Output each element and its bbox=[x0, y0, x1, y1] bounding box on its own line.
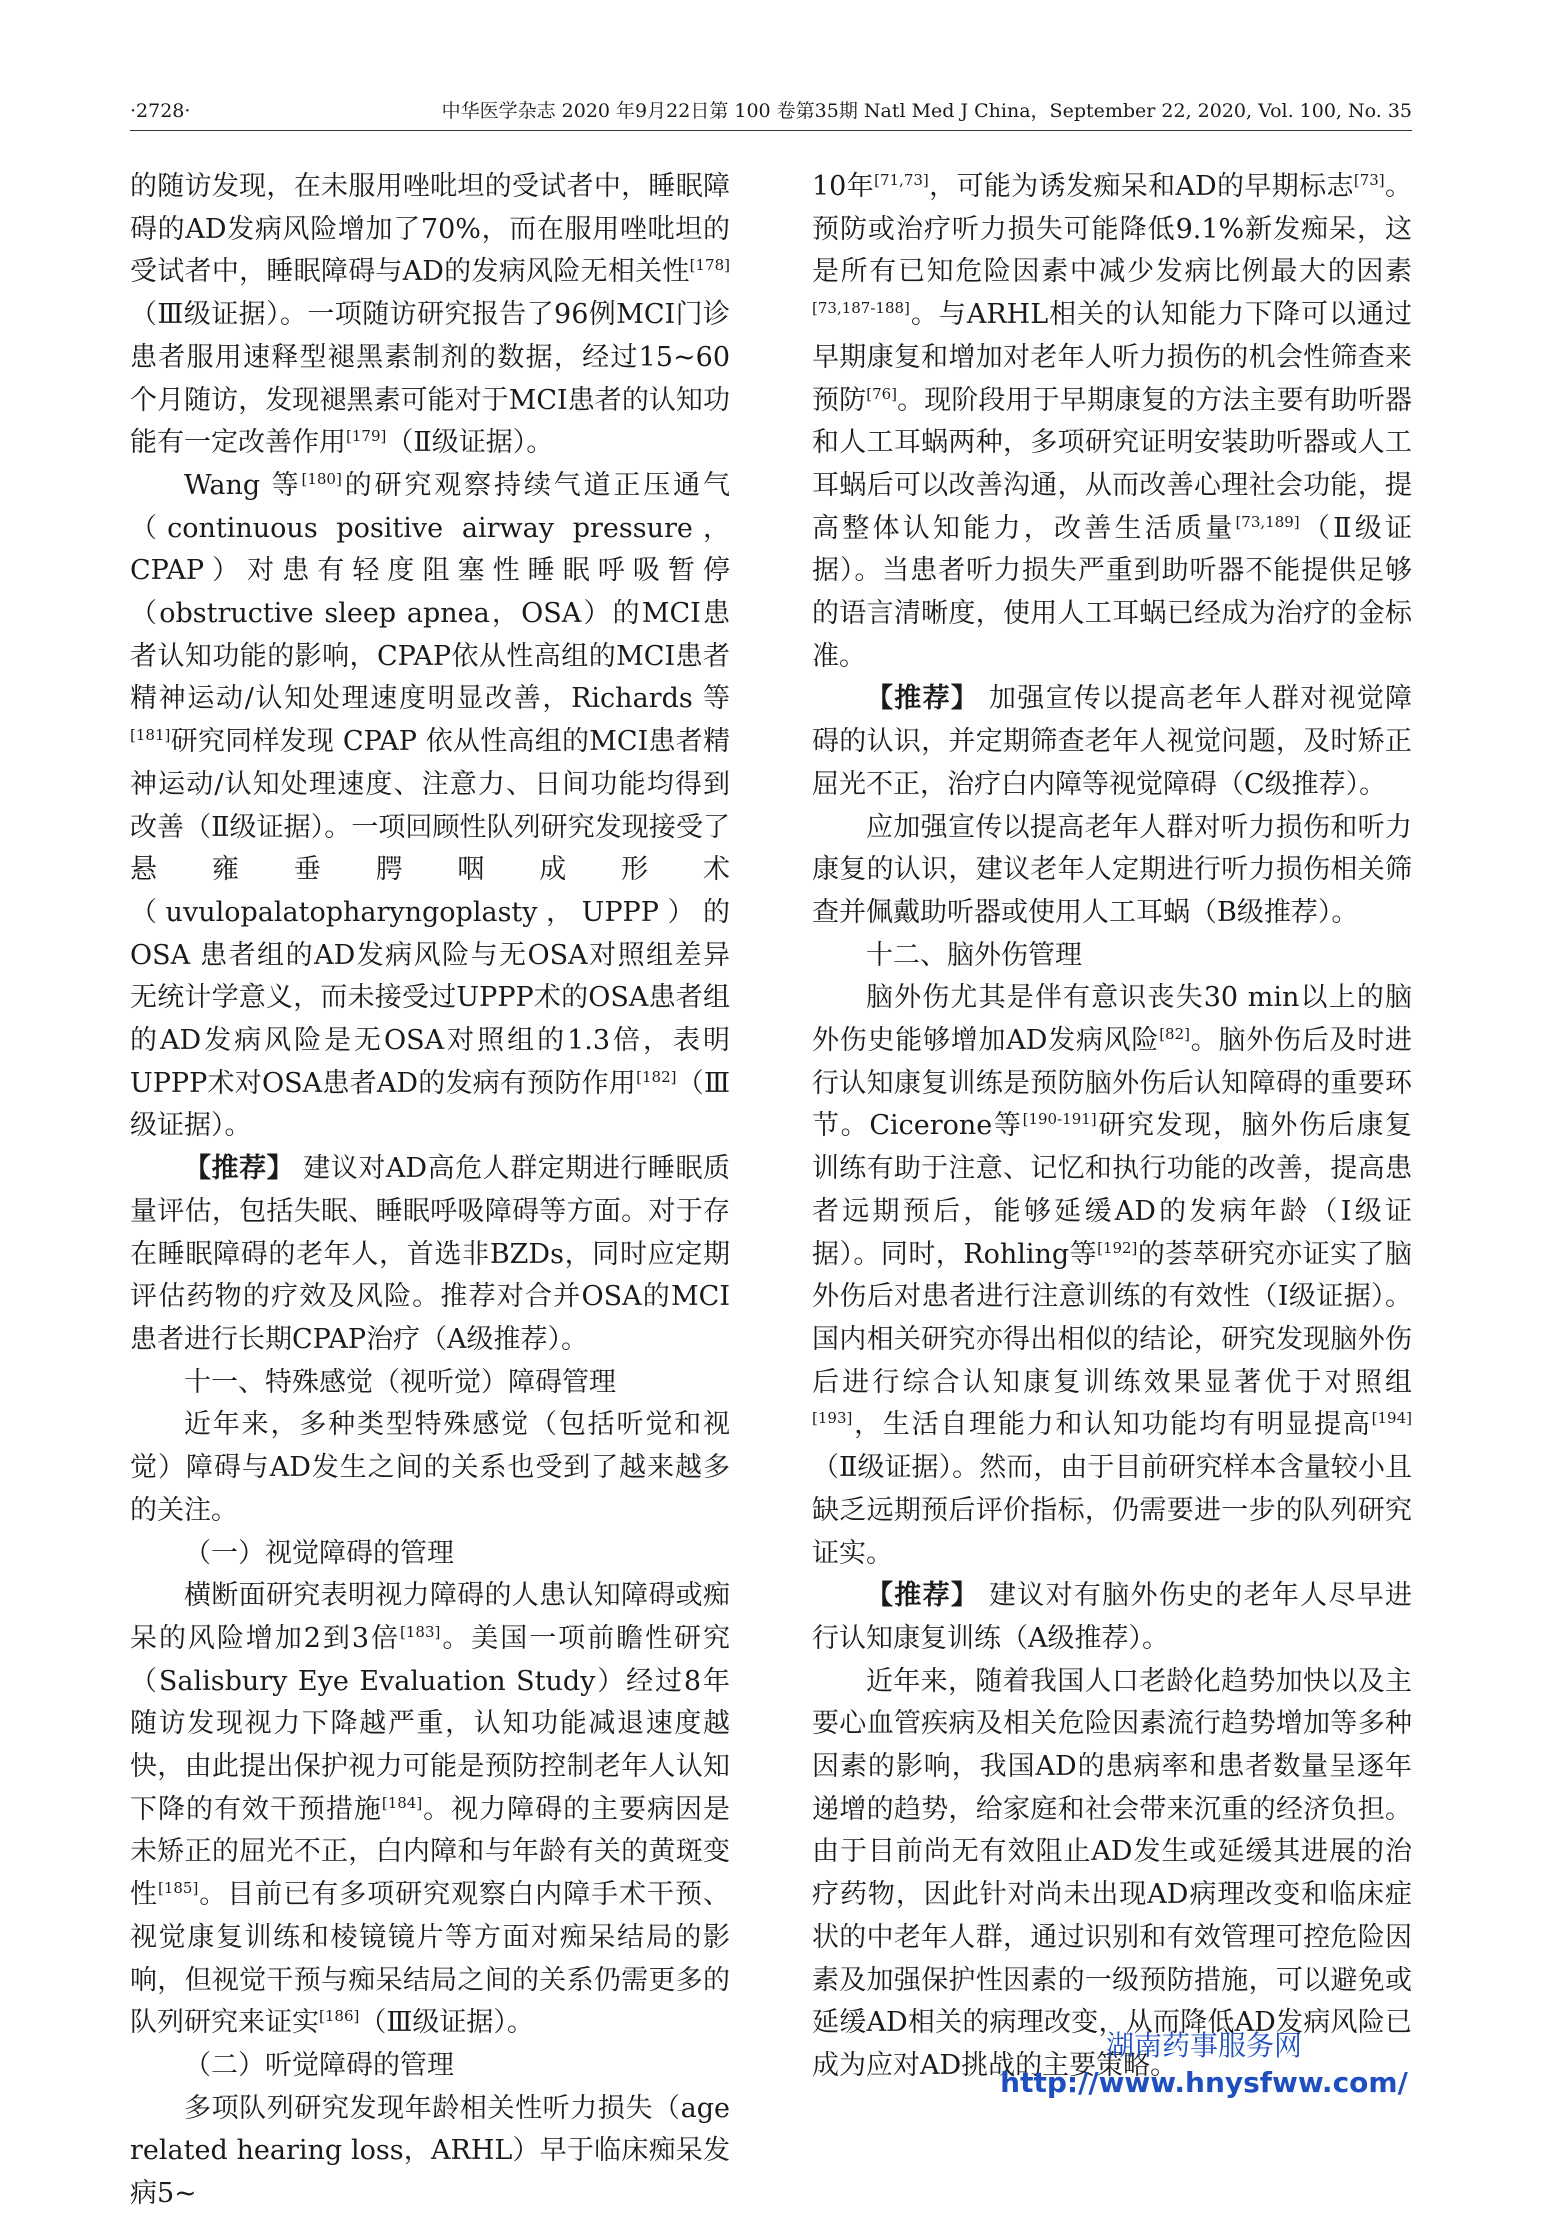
citation: [192] bbox=[1097, 1238, 1138, 1257]
watermark-site-name: 湖南药事服务网 bbox=[1105, 2029, 1302, 2062]
subsection-heading: （二）听觉障碍的管理 bbox=[184, 2049, 454, 2081]
recommendation: 【推荐】 建议对AD高危人群定期进行睡眠质量评估，包括失眠、睡眠呼吸障碍等方面。对于存在睡眠障碍的老年人，首选非BZDs，同时应定期评估药物的疗效及风险。推荐对合并OSA的MCI患者进行长期CPAP治疗（A级推荐）。 bbox=[130, 1153, 730, 1355]
section-heading: 十二、脑外伤管理 bbox=[866, 939, 1082, 971]
citation: [190-191] bbox=[1022, 1110, 1097, 1129]
citation: [183] bbox=[400, 1622, 441, 1641]
recommendation-label: 【推荐】 bbox=[184, 1153, 295, 1185]
citation: [193] bbox=[812, 1409, 853, 1428]
citation: [76] bbox=[866, 384, 898, 403]
citation: [182] bbox=[636, 1067, 677, 1086]
left-column bbox=[130, 166, 730, 2216]
watermark bbox=[984, 2028, 1424, 2102]
subsection-heading: （一）视觉障碍的管理 bbox=[184, 1537, 454, 1569]
recommendation: 【推荐】 加强宣传以提高老年人群对视觉障碍的认识，并定期筛查老年人视觉问题，及时矫正屈光不正，治疗白内障等视觉障碍（C级推荐）。 bbox=[812, 683, 1412, 800]
right-column bbox=[812, 166, 1412, 2088]
citation: [73,189] bbox=[1235, 512, 1300, 531]
running-header bbox=[130, 96, 1412, 131]
citation: [73] bbox=[1353, 171, 1385, 189]
citation: [73,187-188] bbox=[812, 299, 910, 318]
citation: [194] bbox=[1371, 1409, 1412, 1428]
paragraph: 脑外伤尤其是伴有意识丧失30 min以上的脑外伤史能够增加AD发病风险[82]。脑外伤后及时进行认知康复训练是预防脑外伤后认知障碍的重要环节。Cicerone等[190-191]研究发现，脑外伤后康复训练有助于注意、记忆和执行功能的改善，提高患者远期预后，能够延缓AD的发病年龄（Ⅰ级证据）。同时，Rohling等[192]的荟萃研究亦证实了脑外伤后对患者进行注意训练的有效性（Ⅰ级证据）。国内相关研究亦得出相似的结论，研究发现脑外伤后进行综合认知康复训练效果显著优于对照组[193]，生活自理能力和认知功能均有明显提高[194]（Ⅱ级证据）。然而，由于目前研究样本含量较小且缺乏远期预后评价指标，仍需要进一步的队列研究证实。 bbox=[812, 982, 1413, 1569]
paragraph: Wang 等[180]的研究观察持续气道正压通气（continuous positive airway pressure，CPAP）对患有轻度阻塞性睡眠呼吸暂停（obstructive sleep apnea，OSA）的MCI患者认知功能的影响，CPAP依从性高组的MCI患者精神运动/认知处理速度明显改善，Richards 等[181]研究同样发现 CPAP 依从性高组的MCI患者精神运动/认知处理速度、注意力、日间功能均得到改善（Ⅱ级证据）。一项回顾性队列研究发现接受了悬雍垂腭咽成形术（uvulopalatopharyngoplasty，UPPP）的 OSA 患者组的AD发病风险与无OSA对照组差异无统计学意义，而未接受过UPPP术的OSA患者组的AD发病风险是无OSA对照组的1.3倍，表明UPPP术对OSA患者AD的发病有预防作用[182]（Ⅲ级证据）。 bbox=[130, 469, 730, 1142]
paragraph: 近年来，随着我国人口老龄化趋势加快以及主要心血管疾病及相关危险因素流行趋势增加等多种因素的影响，我国AD的患病率和患者数量呈逐年递增的趋势，给家庭和社会带来沉重的经济负担。由于目前尚无有效阻止AD发生或延缓其进展的治疗药物，因此针对尚未出现AD病理改变和临床症状的中老年人群，通过识别和有效管理可控危险因素及加强保护性因素的一级预防措施，可以避免或延缓AD相关的病理改变，从而降低AD发病风险已成为应对AD挑战的主要策略。 bbox=[812, 1665, 1412, 2081]
citation: [179] bbox=[346, 427, 387, 446]
paragraph: 近年来，多种类型特殊感觉（包括听觉和视觉）障碍与AD发生之间的关系也受到了越来越多的关注。 bbox=[130, 1409, 730, 1526]
recommendation-label: 【推荐】 bbox=[866, 683, 980, 715]
citation: [181] bbox=[130, 726, 171, 745]
recommendation-label: 【推荐】 bbox=[866, 1580, 980, 1612]
citation: [71,73] bbox=[874, 171, 929, 189]
paragraph: 多项队列研究发现年龄相关性听力损失（age related hearing loss，ARHL）早于临床痴呆发病5~ bbox=[130, 2092, 730, 2210]
citation: [178] bbox=[689, 256, 730, 275]
paragraph: 10年[71,73]，可能为诱发痴呆和AD的早期标志[73]。预防或治疗听力损失可能降低9.1%新发痴呆，这是所有已知危险因素中减少发病比例最大的因素[73,187-188]。与ARHL相关的认知能力下降可以通过早期康复和增加对老年人听力损伤的机会性筛查来预防[76]。现阶段用于早期康复的方法主要有助听器和人工耳蜗两种，多项研究证明安装助听器或人工耳蜗后可以改善沟通，从而改善心理社会功能，提高整体认知能力，改善生活质量[73,189]（Ⅱ级证据）。当患者听力损失严重到助听器不能提供足够的语言清晰度，使用人工耳蜗已经成为治疗的金标准。 bbox=[812, 171, 1413, 672]
citation: [186] bbox=[319, 2007, 360, 2026]
recommendation: 【推荐】 建议对有脑外伤史的老年人尽早进行认知康复训练（A级推荐）。 bbox=[812, 1580, 1412, 1654]
citation: [82] bbox=[1159, 1025, 1190, 1044]
journal-citation: 中华医学杂志 2020 年9月22日第 100 卷第35期 Natl Med J China，September 22, 2020, Vol. 100, No. 35 bbox=[441, 100, 1412, 122]
citation: [185] bbox=[157, 1879, 199, 1898]
watermark-url[interactable]: http://www.hnysfww.com/ bbox=[1000, 2066, 1408, 2099]
paragraph: 横断面研究表明视力障碍的人患认知障碍或痴呆的风险增加2到3倍[183]。美国一项前瞻性研究（Salisbury Eye Evaluation Study）经过8年随访发现视力下降越严重，认知功能减退速度越快，由此提出保护视力可能是预防控制老年人认知下降的有效干预措施[184]。视力障碍的主要病因是未矫正的屈光不正，白内障和与年龄有关的黄斑变性[185]。目前已有多项研究观察白内障手术干预、视觉康复训练和棱镜镜片等方面对痴呆结局的影响，但视觉干预与痴呆结局之间的关系仍需更多的队列研究来证实[186]（Ⅲ级证据）。 bbox=[130, 1580, 731, 2039]
section-heading: 十一、特殊感觉（视听觉）障碍管理 bbox=[184, 1366, 616, 1398]
page-number: ·2728· bbox=[130, 100, 191, 122]
citation: [180] bbox=[301, 469, 342, 488]
paragraph: 的随访发现，在未服用唑吡坦的受试者中，睡眠障碍的AD发病风险增加了70%，而在服用唑吡坦的受试者中，睡眠障碍与AD的发病风险无相关性[178]（Ⅲ级证据）。一项随访研究报告了96例MCI门诊患者服用速释型褪黑素制剂的数据，经过15~60个月随访，发现褪黑素可能对于MCI患者的认知功能有一定改善作用[179]（Ⅱ级证据）。 bbox=[130, 171, 730, 459]
citation: [184] bbox=[381, 1793, 423, 1812]
paragraph: 应加强宣传以提高老年人群对听力损伤和听力康复的认识，建议老年人定期进行听力损伤相关筛查并佩戴助听器或使用人工耳蜗（B级推荐）。 bbox=[812, 811, 1412, 928]
